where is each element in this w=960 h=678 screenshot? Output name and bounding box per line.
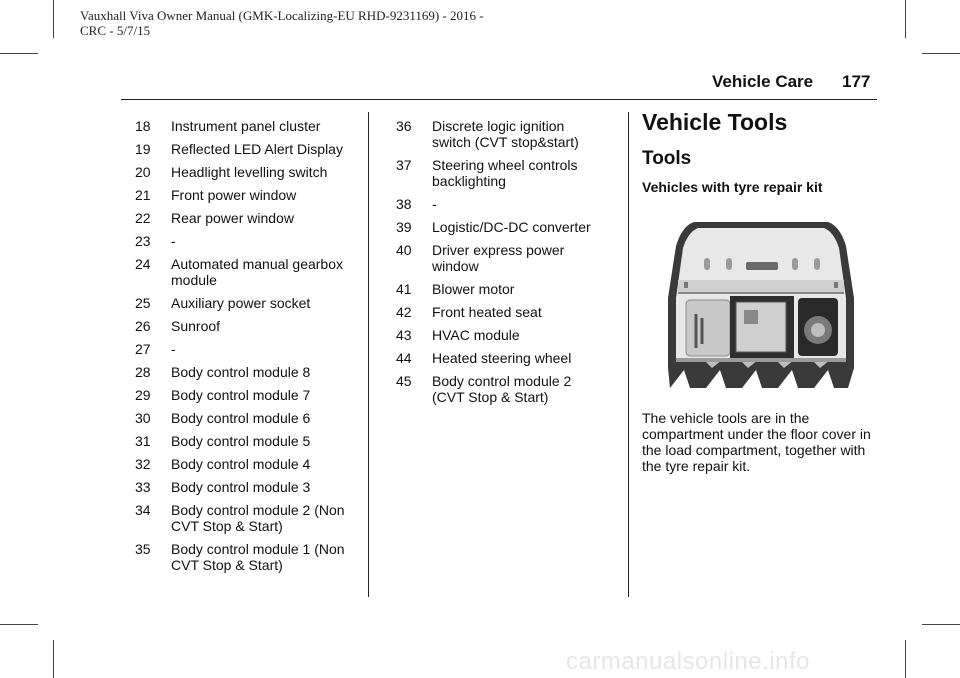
fuse-description: Steering wheel controls backlighting [432, 157, 578, 189]
fuse-list-column-1 [135, 118, 357, 580]
fuse-description: Body control module 2 (Non CVT Stop & Start) [171, 502, 345, 534]
fuse-list-item [135, 295, 357, 311]
fuse-list-item [135, 502, 357, 534]
fuse-description: HVAC module [432, 327, 520, 343]
fuse-list-item [396, 373, 606, 405]
fuse-number: 35 [135, 541, 151, 557]
print-meta [80, 8, 484, 38]
fuse-number: 19 [135, 141, 151, 157]
fuse-description: Front power window [171, 187, 297, 203]
fuse-number: 39 [396, 219, 412, 235]
fuse-description: Rear power window [171, 210, 294, 226]
fuse-number: 38 [396, 196, 412, 212]
fuse-list-item [135, 141, 357, 157]
fuse-description: Sunroof [171, 318, 221, 334]
fuse-description: Discrete logic ignition switch (CVT stop&start) [432, 118, 579, 150]
fuse-description: Body control module 6 [171, 410, 311, 426]
fuse-description: Auxiliary power socket [171, 295, 311, 311]
fuse-description: Logistic/DC-DC converter [432, 219, 591, 235]
fuse-number: 34 [135, 502, 151, 518]
fuse-number: 27 [135, 341, 151, 357]
fuse-list-item [135, 479, 357, 495]
fuse-list-item [396, 157, 606, 189]
crop-mark [922, 624, 960, 625]
fuse-list-item [396, 196, 606, 212]
fuse-description: Instrument panel cluster [171, 118, 321, 134]
fuse-list-item [135, 364, 357, 380]
fuse-number: 40 [396, 242, 412, 258]
fuse-list-item [396, 219, 606, 235]
fuse-list-item [135, 210, 357, 226]
fuse-list-item [135, 456, 357, 472]
fuse-description: Front heated seat [432, 304, 542, 320]
fuse-number: 31 [135, 433, 151, 449]
watermark: carmanualsonline.info [566, 648, 810, 675]
fuse-description: Headlight levelling switch [171, 164, 328, 180]
fuse-list-item [396, 118, 606, 150]
header-rule [121, 99, 877, 100]
fuse-number: 41 [396, 281, 412, 297]
fuse-number: 37 [396, 157, 412, 173]
crop-mark [0, 53, 38, 54]
heading-vehicle-tools: Vehicle Tools [642, 109, 788, 135]
crop-mark [53, 0, 54, 38]
fuse-number: 29 [135, 387, 151, 403]
fuse-number: 26 [135, 318, 151, 334]
fuse-description: Reflected LED Alert Display [171, 141, 343, 157]
print-meta-line: Vauxhall Viva Owner Manual (GMK-Localizing-EU RHD-9231169) - 2016 - [80, 8, 484, 23]
print-meta-line: CRC - 5/7/15 [80, 23, 151, 38]
fuse-list-item [135, 387, 357, 403]
fuse-description: Body control module 3 [171, 479, 311, 495]
fuse-number: 45 [396, 373, 412, 389]
fuse-description: - [432, 196, 437, 212]
fuse-description: Body control module 4 [171, 456, 311, 472]
fuse-description: Body control module 5 [171, 433, 311, 449]
fuse-number: 30 [135, 410, 151, 426]
fuse-description: Automated manual gearbox module [171, 256, 343, 288]
fuse-list-item [396, 242, 606, 274]
fuse-description: Body control module 2 (CVT Stop & Start) [432, 373, 572, 405]
fuse-list-item [396, 281, 606, 297]
fuse-number: 20 [135, 164, 151, 180]
fuse-number: 43 [396, 327, 412, 343]
fuse-description: Body control module 8 [171, 364, 311, 380]
fuse-number: 23 [135, 233, 151, 249]
fuse-description: Driver express power window [432, 242, 565, 274]
fuse-list-item [135, 187, 357, 203]
tool-compartment-illustration [664, 218, 858, 394]
fuse-list-item [135, 256, 357, 288]
fuse-list-item [135, 318, 357, 334]
fuse-number: 32 [135, 456, 151, 472]
fuse-list-item [135, 233, 357, 249]
fuse-list-item [396, 350, 606, 366]
column-divider [628, 112, 629, 597]
page-number: 177 [842, 72, 871, 91]
section-title: Vehicle Care [712, 72, 814, 91]
fuse-number: 18 [135, 118, 151, 134]
fuse-list-item [135, 164, 357, 180]
crop-mark [0, 624, 38, 625]
heading-tools: Tools [642, 148, 692, 169]
fuse-description: Body control module 1 (Non CVT Stop & Start) [171, 541, 345, 573]
fuse-description: Heated steering wheel [432, 350, 572, 366]
fuse-description: Blower motor [432, 281, 515, 297]
fuse-description: - [171, 341, 176, 357]
body-paragraph: The vehicle tools are in the compartment under the floor cover in the load compartment, together with the tyre repair kit. [642, 410, 871, 474]
fuse-list-item [396, 327, 606, 343]
crop-mark [905, 0, 906, 38]
crop-mark [53, 640, 54, 678]
fuse-list-item [135, 541, 357, 573]
fuse-number: 36 [396, 118, 412, 134]
fuse-list-item [135, 433, 357, 449]
fuse-number: 25 [135, 295, 151, 311]
fuse-list-item [135, 341, 357, 357]
fuse-list-item [135, 118, 357, 134]
fuse-number: 42 [396, 304, 412, 320]
fuse-list-item [135, 410, 357, 426]
crop-mark [905, 640, 906, 678]
heading-tyre-repair-kit: Vehicles with tyre repair kit [642, 179, 823, 195]
column-divider [368, 112, 369, 597]
fuse-number: 33 [135, 479, 151, 495]
crop-mark [922, 53, 960, 54]
fuse-number: 24 [135, 256, 151, 272]
fuse-number: 22 [135, 210, 151, 226]
fuse-number: 44 [396, 350, 412, 366]
fuse-number: 28 [135, 364, 151, 380]
fuse-number: 21 [135, 187, 151, 203]
fuse-description: - [171, 233, 176, 249]
fuse-list-item [396, 304, 606, 320]
fuse-description: Body control module 7 [171, 387, 311, 403]
fuse-list-column-2 [396, 118, 606, 412]
